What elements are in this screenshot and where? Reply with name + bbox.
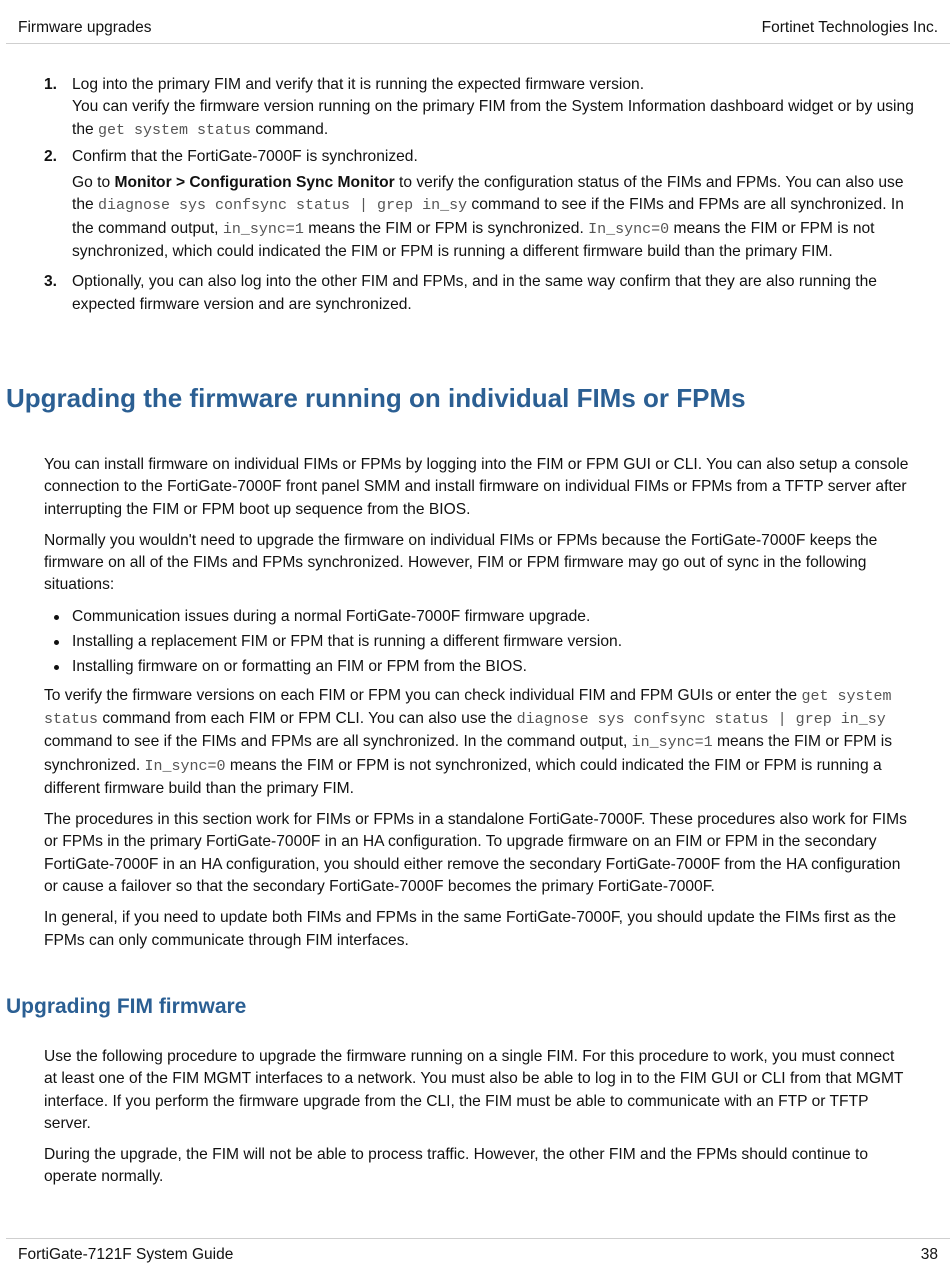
step-3 [44, 271, 924, 316]
page-header [18, 17, 938, 39]
step-2 [44, 146, 924, 267]
list-item: Communication issues during a normal FortiGate-7000F firmware upgrade. [44, 606, 910, 628]
step-number: 3. [44, 273, 58, 291]
paragraph: Use the following procedure to upgrade the firmware running on a single FIM. For this procedure to work, you must connect at least one of the FIM MGMT interfaces to a network. You must also be able to log in to the FIM GUI or CLI from that MGMT interface. If you perform the firmware upgrade from the CLI, the FIM must be able to communicate with an FTP or TFTP server. [44, 1048, 904, 1132]
paragraph: You can install firmware on individual FIMs or FPMs by logging into the FIM or FPM GUI or CLI. You can also setup a console connection to the FortiGate-7000F front panel SMM and install firmware on individual FIMs or FPMs from a TFTP server after interrupting the FIM or FPM boot up sequence from the BIOS. [44, 456, 909, 518]
step-number: 1. [44, 76, 58, 93]
paragraph: Normally you wouldn't need to upgrade the firmware on individual FIMs or FPMs because the FortiGate-7000F keeps the firmware on all of the FIMs and FPMs synchronized. However, FIM or FPM firmware may go out of sync in the following situations: [44, 531, 878, 594]
step-number: 2. [44, 147, 58, 165]
inline-code: In_sync=0 [144, 757, 226, 775]
footer-divider [6, 1238, 950, 1239]
paragraph: During the upgrade, the FIM will not be able to process traffic. However, the other FIM and the FPMs should continue to operate normally. [44, 1146, 869, 1186]
inline-code: get system status [44, 687, 892, 728]
inline-code: in_sync=1 [222, 220, 304, 238]
step-detail: Go to Monitor > Configuration Sync Monitor to verify the configuration status of the FIMs and FPMs. You can also use the diagnose sys confsync status | grep in_sy command to see if the FIMs and FPMs are all synchronized. In the command output, in_sync=1 means the FIM or FPM is synchronized. In_sync=0 means the FIM or FPM is not synchronized, which could indicated the FIM or FPM is running a different firmware build than the primary FIM. [72, 174, 904, 261]
subsection-body [44, 1046, 910, 1198]
header-section-title: Firmware upgrades [18, 19, 152, 36]
paragraph: To verify the firmware versions on each FIM or FPM you can check individual FIM and FPM GUIs or enter the get system status command from each FIM or FPM CLI. You can also use the diagnose sys confsync status | grep in_sy command to see if the FIMs and FPMs are all synchronized. In the command output, in_sync=1 means the FIM or FPM is synchronized. In_sync=0 means the FIM or FPM is not synchronized, which could indicated the FIM or FPM is running a different firmware build than the primary FIM. [44, 686, 893, 797]
list-item: Installing firmware on or formatting an FIM or FPM from the BIOS. [44, 656, 910, 678]
list-item: Installing a replacement FIM or FPM that is running a different firmware version. [44, 631, 910, 653]
bullet-icon [54, 640, 59, 645]
page-number: 38 [920, 1246, 938, 1263]
procedure-steps [44, 74, 924, 320]
header-divider [6, 43, 950, 44]
bullet-icon [54, 615, 59, 620]
section-heading: Upgrading the firmware running on individual FIMs or FPMs [6, 383, 746, 413]
inline-code: In_sync=0 [588, 220, 670, 238]
step-1 [44, 74, 924, 142]
step-text: Optionally, you can also log into the other FIM and FPMs, and in the same way confirm that they are also running the expected firmware version and are synchronized. [72, 273, 877, 313]
bullet-icon [54, 665, 59, 670]
paragraph: In general, if you need to update both FIMs and FPMs in the same FortiGate-7000F, you should update the FIMs first as the FPMs can only communicate through FIM interfaces. [44, 909, 897, 949]
header-company: Fortinet Technologies Inc. [761, 19, 938, 36]
inline-code: get system status [98, 121, 252, 139]
step-detail: You can verify the firmware version running on the primary FIM from the System Information dashboard widget or by using the get system status command. [72, 98, 914, 139]
subsection-heading: Upgrading FIM firmware [6, 995, 247, 1018]
footer-guide-title: FortiGate-7121F System Guide [18, 1246, 234, 1263]
paragraph: The procedures in this section work for FIMs or FPMs in a standalone FortiGate-7000F. These procedures also work for FIMs or FPMs in the primary FortiGate-7000F in an HA configuration. To upgrade firmware on an FIM or FPM in the secondary FortiGate-7000F in an HA configuration, you should either remove the secondary FortiGate-7000F from the HA configuration or cause a failover so that the secondary FortiGate-7000F becomes the primary FortiGate-7000F. [44, 811, 907, 896]
page-footer [18, 1244, 938, 1266]
inline-code: diagnose sys confsync status | grep in_sy [98, 197, 468, 215]
section-body [44, 454, 910, 961]
bullet-list [44, 606, 910, 679]
menu-path: Monitor > Configuration Sync Monitor [114, 174, 395, 192]
step-text: Confirm that the FortiGate-7000F is synchronized. [72, 147, 418, 165]
inline-code: diagnose sys confsync status | grep in_sy [516, 710, 886, 728]
inline-code: in_sync=1 [631, 734, 713, 752]
step-text: Log into the primary FIM and verify that it is running the expected firmware version. [72, 76, 645, 93]
